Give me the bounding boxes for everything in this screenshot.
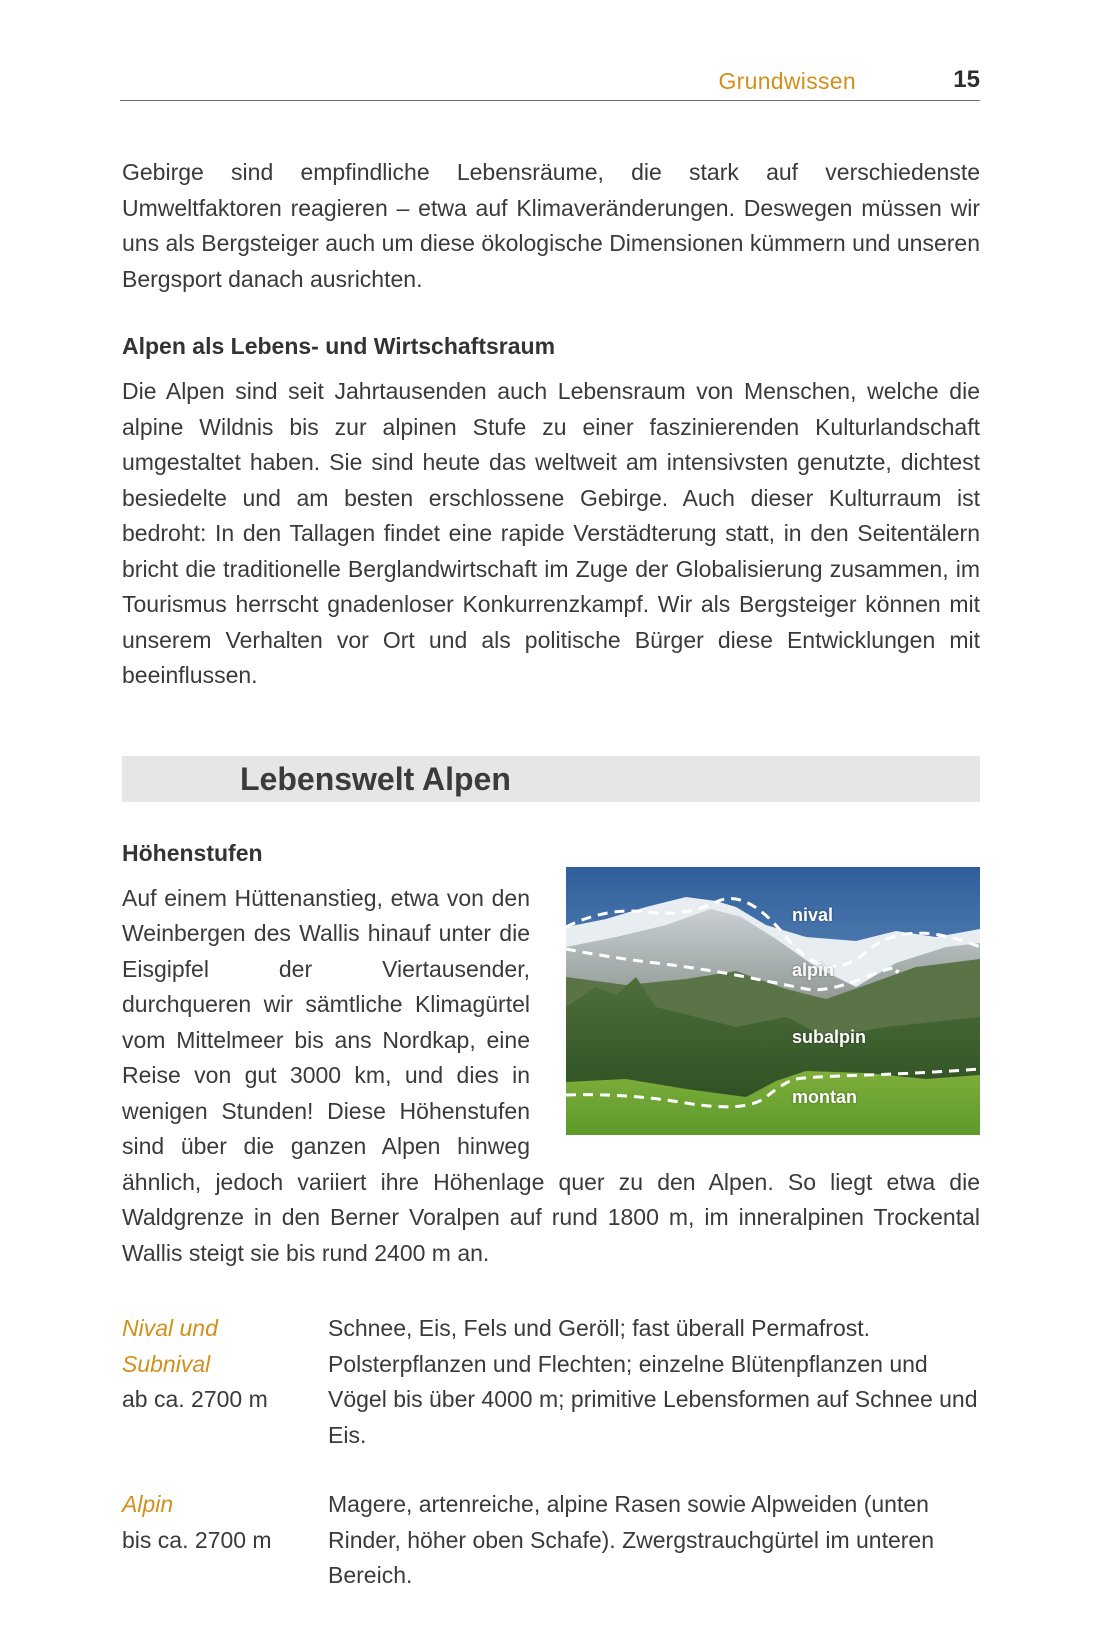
zone-definitions (122, 1311, 980, 1594)
running-header (120, 62, 980, 101)
page-content (122, 155, 980, 1628)
zone-name: Alpin (122, 1491, 174, 1517)
altitude-zones-photo (566, 867, 980, 1135)
running-header-section: Grundwissen (718, 68, 856, 94)
subsection-heading-hoehenstufen: Höhenstufen (122, 839, 263, 866)
zone-row-alpin (122, 1487, 980, 1594)
zone-description: Schnee, Eis, Fels und Geröll; fast überall Permafrost. Polsterpflanzen und Flechten; einzelne Blütenpflanzen und Vögel bis über 4000 m; primitive Lebensformen auf Schnee und Eis. (328, 1315, 978, 1448)
section-banner (122, 756, 980, 802)
zone-name: Nival und (122, 1315, 218, 1341)
zone-term (122, 1311, 328, 1453)
zone-label-nival: nival (792, 904, 834, 925)
wirtschaftsraum-paragraph: Die Alpen sind seit Jahrtausenden auch Lebensraum von Menschen, welche die alpine Wildnis bis zur alpinen Stufe zu einer faszinierenden Kulturlandschaft umgestaltet haben. Sie sind heute das weltweit am intensivsten genutzte, dichtest besiedelte und am besten erschlossene Gebirge. Auch dieser Kulturraum ist bedroht: In den Tallagen findet eine rapide Verstädterung statt, in den Seitentälern bricht die traditionelle Berglandwirtschaft im Zuge der Globalisierung zusammen, im Tourismus herrscht gnadenloser Konkurrenzkampf. Wir als Bergsteiger können mit unserem Verhalten vor Ort und als politische Bürger diese Entwicklungen mit beeinflussen. (122, 378, 980, 688)
zone-altitude-range: ab ca. 2700 m (122, 1386, 268, 1412)
zone-term (122, 1487, 328, 1594)
subsection-heading-wirtschaftsraum: Alpen als Lebens- und Wirtschaftsraum (122, 333, 556, 359)
zone-row-nival (122, 1311, 980, 1453)
intro-paragraph: Gebirge sind empfindliche Lebensräume, die stark auf verschiedenste Umweltfaktoren reagieren – etwa auf Klimaveränderungen. Deswegen müssen wir uns als Bergsteiger auch um diese ökologische Dimensionen kümmern und unseren Bergsport danach ausrichten. (122, 159, 980, 292)
zone-name: Subnival (122, 1350, 211, 1377)
hoehenstufen-paragraph: Auf einem Hüttenanstieg, etwa von den Weinbergen des Wallis hinauf unter die Eisgipfel der Viertausender, durchqueren wir sämtliche Klimagürtel vom Mittelmeer bis ans Nordkap, eine Reise von gut 3000 km, und dies in wenigen Stunden! Diese Höhenstufen sind über die ganzen Alpen hinweg ähnlich, jedoch variiert ihre Höhenlage quer zu den Alpen. So liegt etwa die Waldgrenze in den Berner Voralpen auf rund 1800 m, im inneralpinen Trockental Wallis steigt sie bis rund 2400 m an. (122, 884, 980, 1266)
zone-label-subalpin: subalpin (792, 1026, 867, 1047)
page-number: 15 (953, 66, 980, 93)
zone-altitude-range: bis ca. 2700 m (122, 1526, 272, 1553)
zone-description: Magere, artenreiche, alpine Rasen sowie Alpweiden (unten Rinder, höher oben Schafe). Zwergstrauchgürtel im unteren Bereich. (328, 1491, 934, 1588)
mountain-landscape-illustration (566, 867, 980, 1135)
section-title: Lebenswelt Alpen (240, 760, 511, 797)
zone-label-alpin: alpin (792, 959, 835, 980)
zone-label-montan: montan (792, 1086, 857, 1107)
